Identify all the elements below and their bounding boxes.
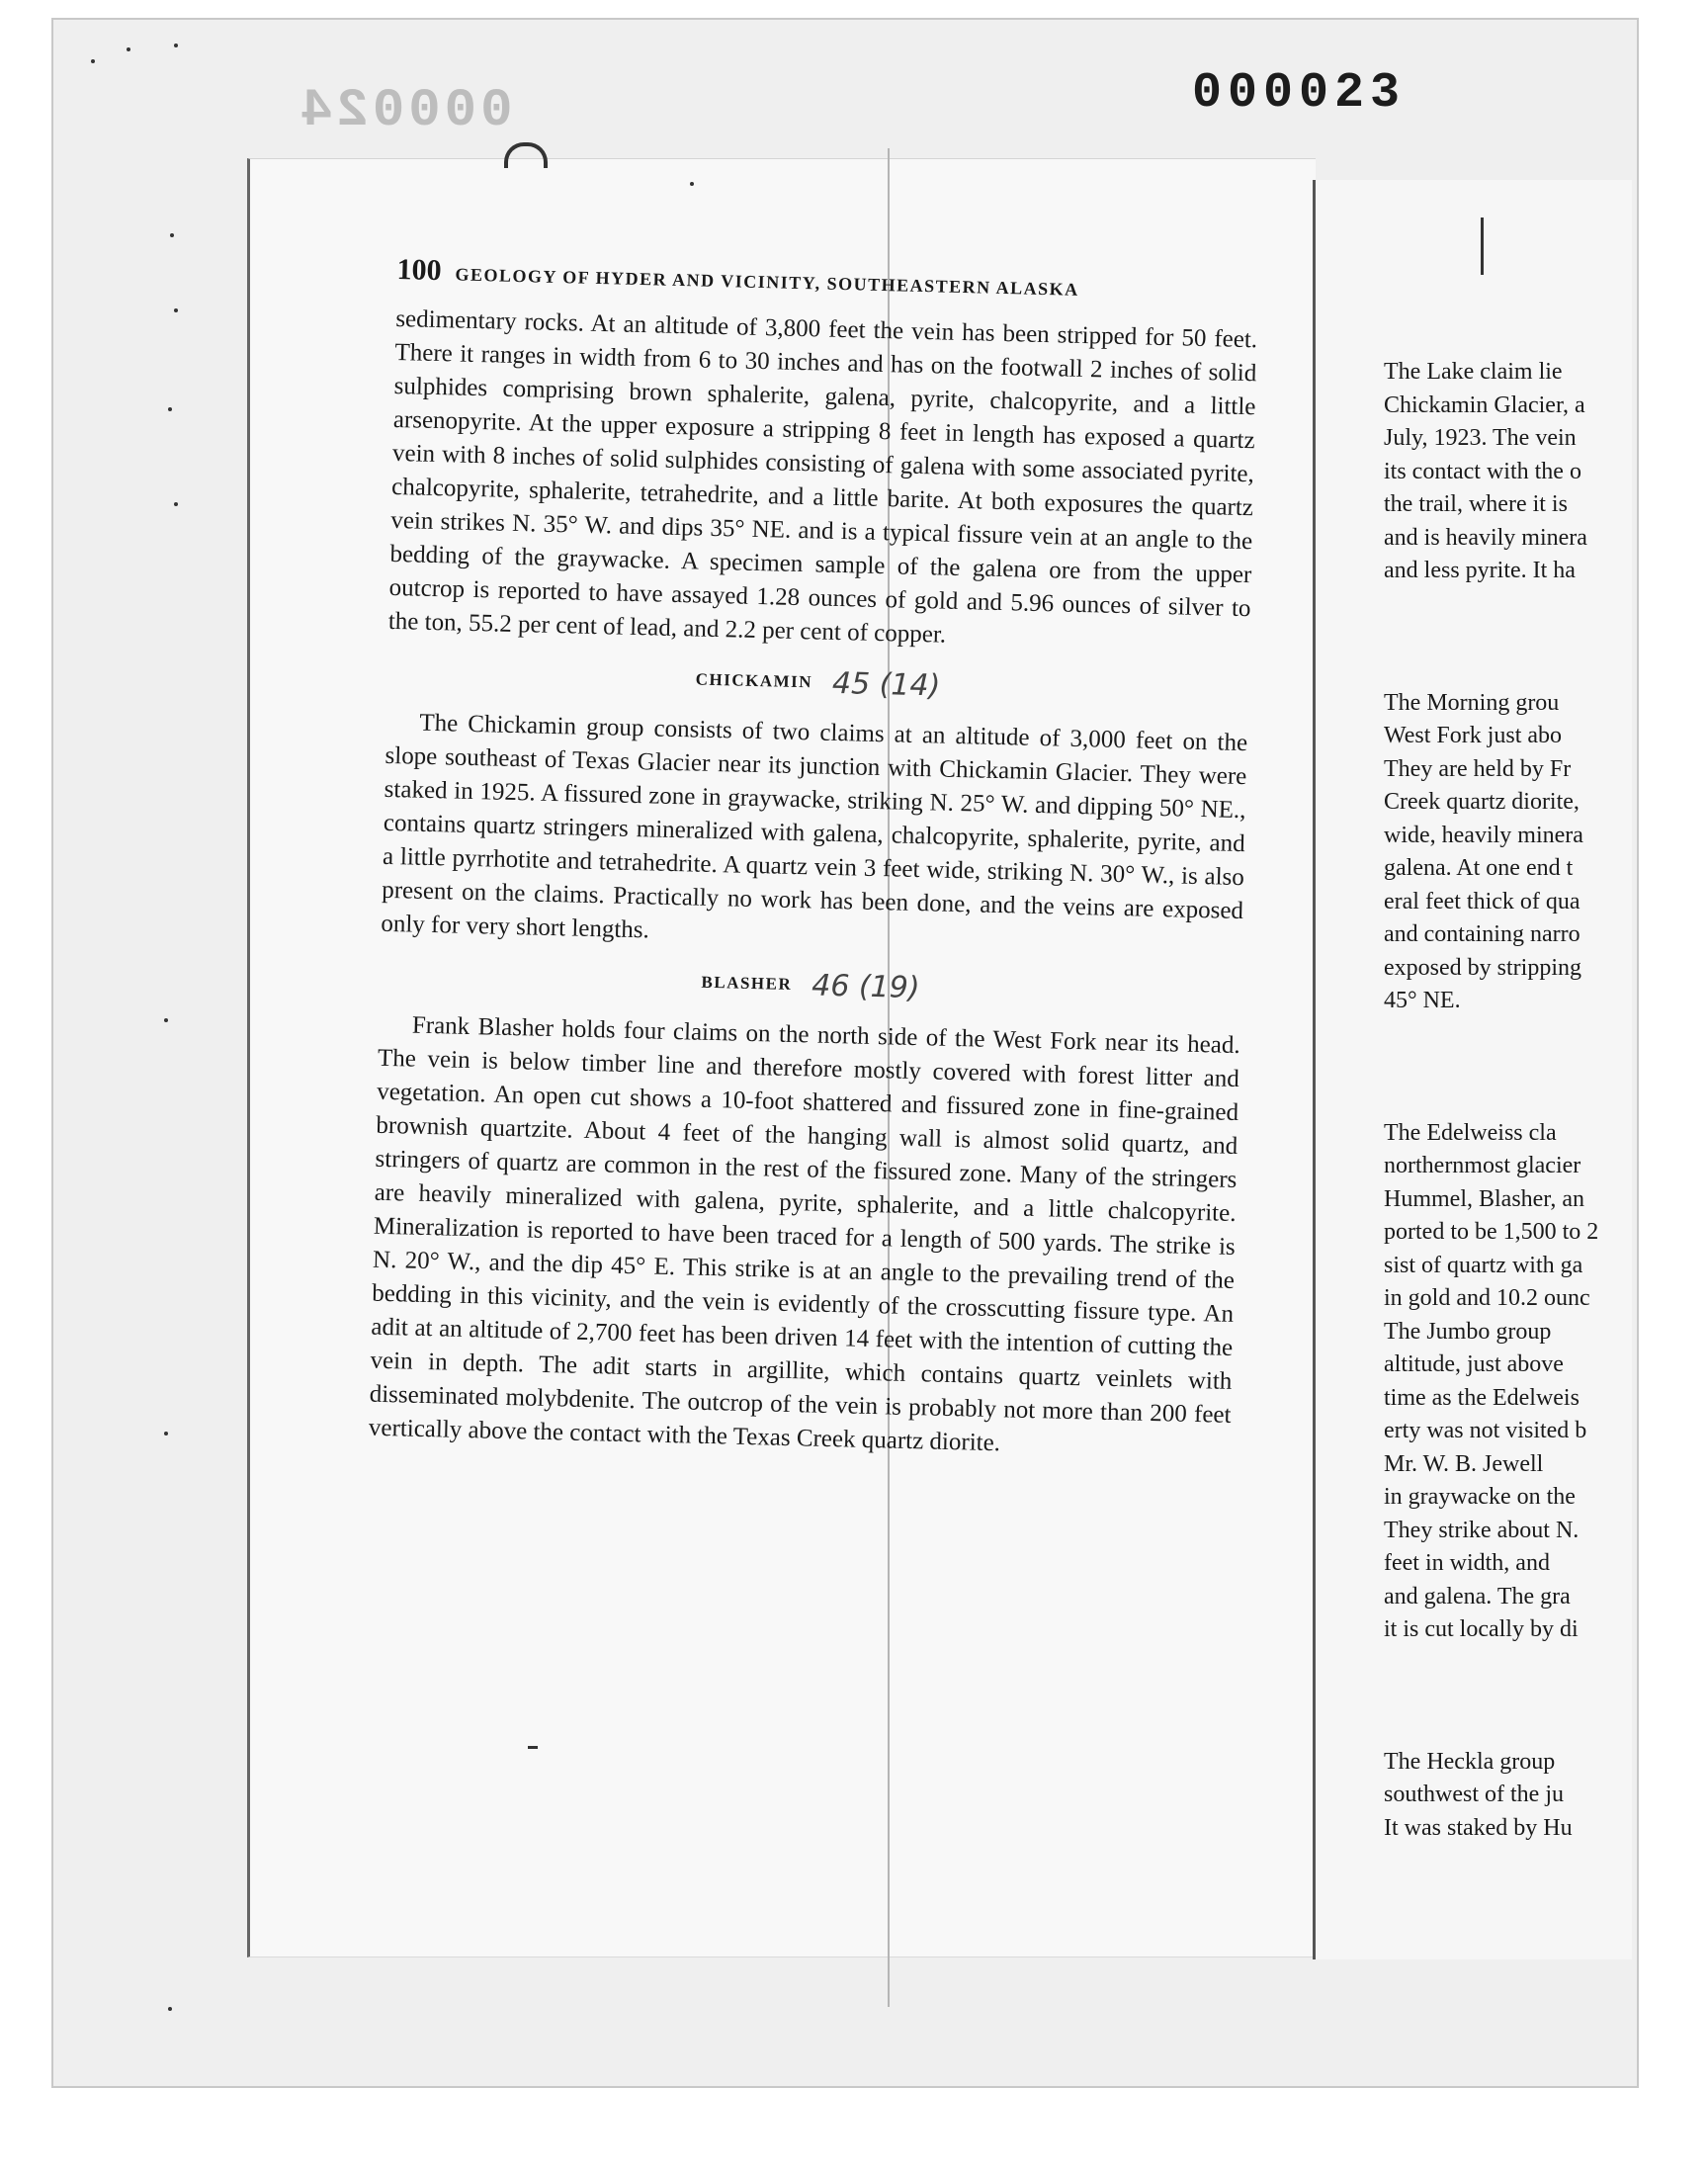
scan-speck <box>174 308 178 312</box>
right-line: 45° NE. <box>1384 988 1461 1013</box>
right-line: time as the Edelweis <box>1384 1384 1580 1411</box>
opening-paragraph: sedimentary rocks. At an altitude of 3,800 feet the vein has been stripped for 50 feet. There it ranges in width from 6 to 30 inches and has on the footwall 2 inches of solid sulphides comprising brown sphalerite, galena, pyrite, chalcopyrite, and a little arsenopyrite. At the upper exposure a stripping 8 feet in length has exposed a quartz vein with 8 inches of solid sulphides consisting of galena with some associated pyrite, chalcopyrite, sphalerite, tetrahedrite, and a little barite. At both exposures the quartz vein strikes N. 35° W. and dips 35° NE. and is a typical fissure vein at an angle to the bedding of the graywacke. A specimen sample of the galena ore from the upper outcrop is reported to have assayed 1.28 ounces of gold and 5.96 ounces of silver to the ton, 55.2 per cent of lead, and 2.2 per cent of copper. <box>387 304 1258 649</box>
right-line: and is heavily minera <box>1384 524 1587 551</box>
right-page-text <box>1384 356 1680 1845</box>
right-line: wide, heavily minera <box>1384 822 1583 848</box>
right-line: eral feet thick of qua <box>1384 888 1580 914</box>
running-title: GEOLOGY OF HYDER AND VICINITY, SOUTHEASTERN ALASKA <box>455 264 1079 300</box>
right-gap <box>1384 1018 1680 1117</box>
right-line: and containing narro <box>1384 921 1580 947</box>
pin-mark <box>1481 218 1484 275</box>
page-edge-rule <box>1313 180 1316 1959</box>
right-line: The Heckla group <box>1384 1748 1556 1775</box>
right-line: galena. At one end t <box>1384 855 1574 881</box>
right-line: Mr. W. B. Jewell <box>1384 1450 1544 1477</box>
scan-dash <box>528 1746 538 1749</box>
right-line: the trail, where it is <box>1384 491 1568 517</box>
right-line: Creek quartz diorite, <box>1384 789 1580 815</box>
right-block <box>1384 687 1680 1018</box>
right-line: West Fork just abo <box>1384 723 1563 748</box>
right-line: Hummel, Blasher, an <box>1384 1185 1584 1212</box>
right-gap <box>1384 1647 1680 1746</box>
scan-speck <box>91 59 95 63</box>
right-block <box>1384 356 1680 588</box>
right-line: They strike about N. <box>1384 1517 1580 1543</box>
page-number: 100 <box>396 253 442 288</box>
scan-speck <box>690 182 694 186</box>
scan-speck <box>170 233 174 237</box>
section-title: CHICKAMIN <box>695 669 813 692</box>
right-line: They are held by Fr <box>1384 755 1572 782</box>
right-line: altitude, just above <box>1384 1351 1564 1377</box>
right-line: southwest of the ju <box>1384 1782 1564 1807</box>
right-line: The Jumbo group <box>1384 1318 1552 1345</box>
right-gap <box>1384 588 1680 687</box>
scan-speck <box>168 407 172 411</box>
right-line: The Morning grou <box>1384 689 1560 716</box>
right-block <box>1384 1117 1680 1647</box>
scan-speck <box>174 44 178 47</box>
bleed-through-stamp: 000024 <box>297 81 513 141</box>
right-line: feet in width, and <box>1384 1550 1550 1576</box>
right-block <box>1384 1746 1680 1846</box>
section-body-chickamin: The Chickamin group consists of two claims at an altitude of 3,000 feet on the slope southeast of Texas Glacier near its junction with Chickamin Glacier. They were staked in 1925. A fissured zone in graywacke, striking N. 25° W. and dipping 50° NE., contains quartz stringers mineralized with galena, chalcopyrite, sphalerite, pyrite, and a little pyrrhotite and tetrahedrite. A quartz vein 3 feet wide, striking N. 30° W., is also present on the claims. Practically no work has been done, and the veins are exposed only for very short lengths. <box>381 709 1248 944</box>
scan-speck <box>174 502 178 506</box>
scan-speck <box>164 1432 168 1436</box>
right-line: The Edelweiss cla <box>1384 1119 1557 1146</box>
handwritten-annotation: 45 (14) <box>831 665 941 704</box>
document-number-stamp: 000023 <box>1192 65 1407 122</box>
right-line: its contact with the o <box>1384 458 1581 484</box>
right-line: The Lake claim lie <box>1384 359 1563 385</box>
right-line: It was staked by Hu <box>1384 1814 1573 1841</box>
scan-speck <box>168 2007 172 2011</box>
main-text-column <box>369 253 1259 1466</box>
right-line: ported to be 1,500 to 2 <box>1384 1219 1599 1245</box>
scan-speck <box>127 47 130 51</box>
right-line: northernmost glacier <box>1384 1153 1581 1178</box>
right-line: and galena. The gra <box>1384 1583 1571 1610</box>
right-line: it is cut locally by di <box>1384 1616 1579 1642</box>
right-line: sist of quartz with ga <box>1384 1252 1583 1278</box>
right-line: in graywacke on the <box>1384 1484 1576 1510</box>
right-line: July, 1923. The vein <box>1384 425 1577 451</box>
section-title: BLASHER <box>701 972 793 994</box>
right-line: Chickamin Glacier, a <box>1384 392 1585 418</box>
right-line: erty was not visited b <box>1384 1418 1587 1443</box>
scan-speck <box>164 1018 168 1022</box>
handwritten-annotation: 46 (19) <box>811 967 920 1005</box>
right-line: in gold and 10.2 ounc <box>1384 1285 1590 1311</box>
right-line: and less pyrite. It ha <box>1384 558 1576 583</box>
section-body-blasher: Frank Blasher holds four claims on the north side of the West Fork near its head. The vein is below timber line and therefore mostly covered with forest litter and vegetation. An open cut shows a 10-foot shattered and fissured zone in fine-grained brownish quartzite. About 4 feet of the hanging wall is almost solid quartz, and stringers of quartz are common in the rest of the fissured zone. Many of the stringers are heavily mineralized with galena, pyrite, sphalerite, and a little chalcopyrite. Mineralization is reported to have been traced for a length of 500 yards. The strike is N. 20° W., and the dip 45° E. This strike is at an angle to the prevailing trend of the bedding in this vicinity, and the vein is evidently of the crosscutting fissure type. An adit at an altitude of 2,700 feet has been driven 14 feet with the intention of cutting the vein in depth. The adit starts in argillite, which contains quartz veinlets with disseminated molybdenite. The outcrop of the vein is probably not more than 200 feet vertically above the contact with the Texas Creek quartz diorite. <box>368 1011 1241 1457</box>
right-line: exposed by stripping <box>1384 954 1581 981</box>
